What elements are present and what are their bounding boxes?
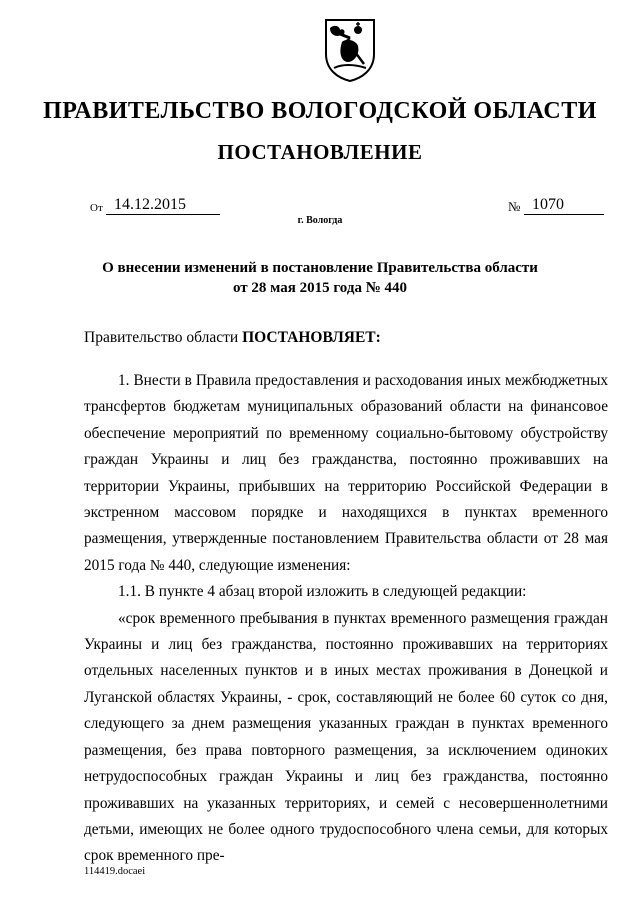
document-subject bbox=[90, 258, 550, 298]
city: г. Вологда bbox=[297, 215, 343, 226]
document-body bbox=[84, 368, 608, 870]
number-prefix: № bbox=[508, 199, 521, 214]
document-number: 1070 bbox=[524, 196, 604, 215]
preamble-text: Правительство области bbox=[84, 329, 239, 346]
subject-line-1: О внесении изменений в постановление Правительства области bbox=[102, 260, 538, 276]
date-prefix: От bbox=[90, 202, 103, 214]
document-type: ПОСТАНОВЛЕНИЕ bbox=[217, 140, 423, 164]
paragraph-1: 1. Внести в Правила предоставления и расходования иных межбюджетных трансфертов бюджетам муниципальных образований области на финансовое обеспечение мероприятий по временному социально-бытовому обустройству граждан Украины и лиц без гражданства, постоянно проживавших на территории Украины, прибывших на территорию Российской Федерации в экстренном массовом порядке и находящихся в пунктах временного размещения, утвержденные постановлением Правительства области от 28 мая 2015 года № 440, следующие изменения: bbox=[84, 372, 608, 574]
subject-line-2: от 28 мая 2015 года № 440 bbox=[232, 280, 408, 296]
government-title: ПРАВИТЕЛЬСТВО ВОЛОГОДСКОЙ ОБЛАСТИ bbox=[43, 98, 597, 124]
file-code: 114419.docaei bbox=[84, 866, 146, 877]
preamble bbox=[84, 329, 381, 347]
paragraph-3: «срок временного пребывания в пунктах временного размещения граждан Украины и лиц без гражданства, постоянно проживавших на территориях отдельных населенных пунктов и в иных местах проживания в Донецкой и Луганской областях Украины, - срок, составляющий не более 60 суток со дня, следующего за днем размещения указанных граждан в пунктах временного размещения, без права повторного размещения, за исключением одиноких нетрудоспособных граждан Украины и лиц без гражданства, постоянно проживавших на указанных территориях, и семей с несовершеннолетними детьми, имеющих не более одного трудоспособного члена семьи, для которых срок временного пре- bbox=[84, 609, 608, 865]
preamble-resolution: ПОСТАНОВЛЯЕТ: bbox=[242, 329, 381, 346]
document-date: 14.12.2015 bbox=[106, 196, 220, 215]
paragraph-2: 1.1. В пункте 4 абзац второй изложить в следующей редакции: bbox=[118, 583, 527, 601]
coat-of-arms-icon bbox=[324, 18, 376, 82]
